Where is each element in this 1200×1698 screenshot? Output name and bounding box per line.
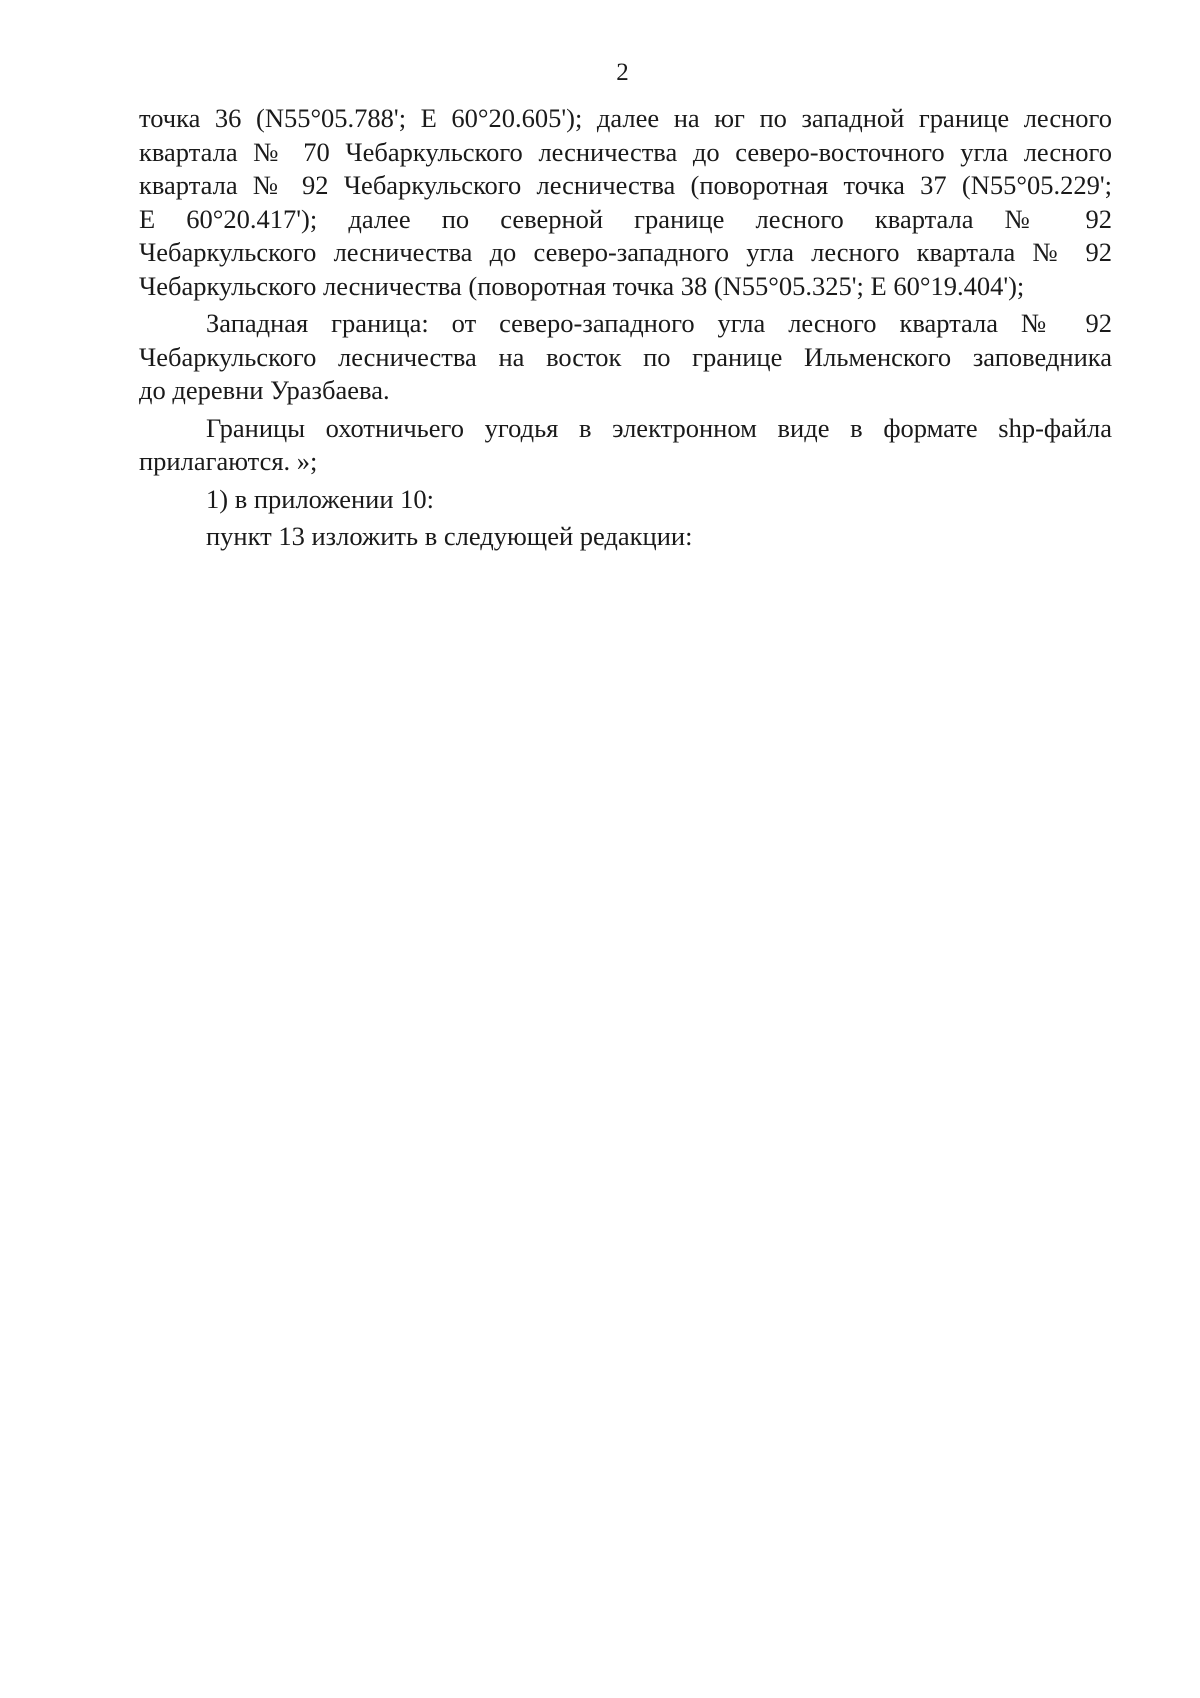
paragraph-coordinates	[139, 102, 1112, 303]
document-body	[139, 102, 1112, 554]
text-line: Границы охотничьего угодья в электронном виде в формате shp-файла	[206, 412, 1112, 443]
text-line: Чебаркульского лесничества (поворотная точка 38 (N55°05.325'; E 60°19.404');	[139, 270, 1025, 301]
paragraph-shp-file	[139, 412, 1112, 479]
list-item-point-13: пункт 13 изложить в следующей редакции:	[206, 521, 693, 551]
text-line: прилагаются. »;	[139, 446, 318, 476]
list-item-appendix-10: 1) в приложении 10:	[206, 483, 435, 514]
text-line: точка 36 (N55°05.788'; E 60°20.605'); далее на юг по западной границе лесного	[139, 103, 1112, 133]
text-line: Чебаркульского лесничества на восток по границе Ильменского заповедника	[139, 341, 1112, 372]
page-number: 2	[616, 59, 629, 86]
text-line: Западная граница: от северо-западного угла лесного квартала № 92	[206, 308, 1112, 338]
text-line: Чебаркульского лесничества до северо-западного угла лесного квартала № 92	[139, 237, 1112, 267]
text-line: квартала № 92 Чебаркульского лесничества (поворотная точка 37 (N55°05.229';	[139, 170, 1112, 200]
text-line: квартала № 70 Чебаркульского лесничества до северо-восточного угла лесного	[139, 136, 1112, 167]
text-line: E 60°20.417'); далее по северной границе лесного квартала № 92	[139, 203, 1112, 234]
text-line: до деревни Уразбаева.	[139, 375, 390, 405]
paragraph-western-border	[139, 307, 1112, 408]
